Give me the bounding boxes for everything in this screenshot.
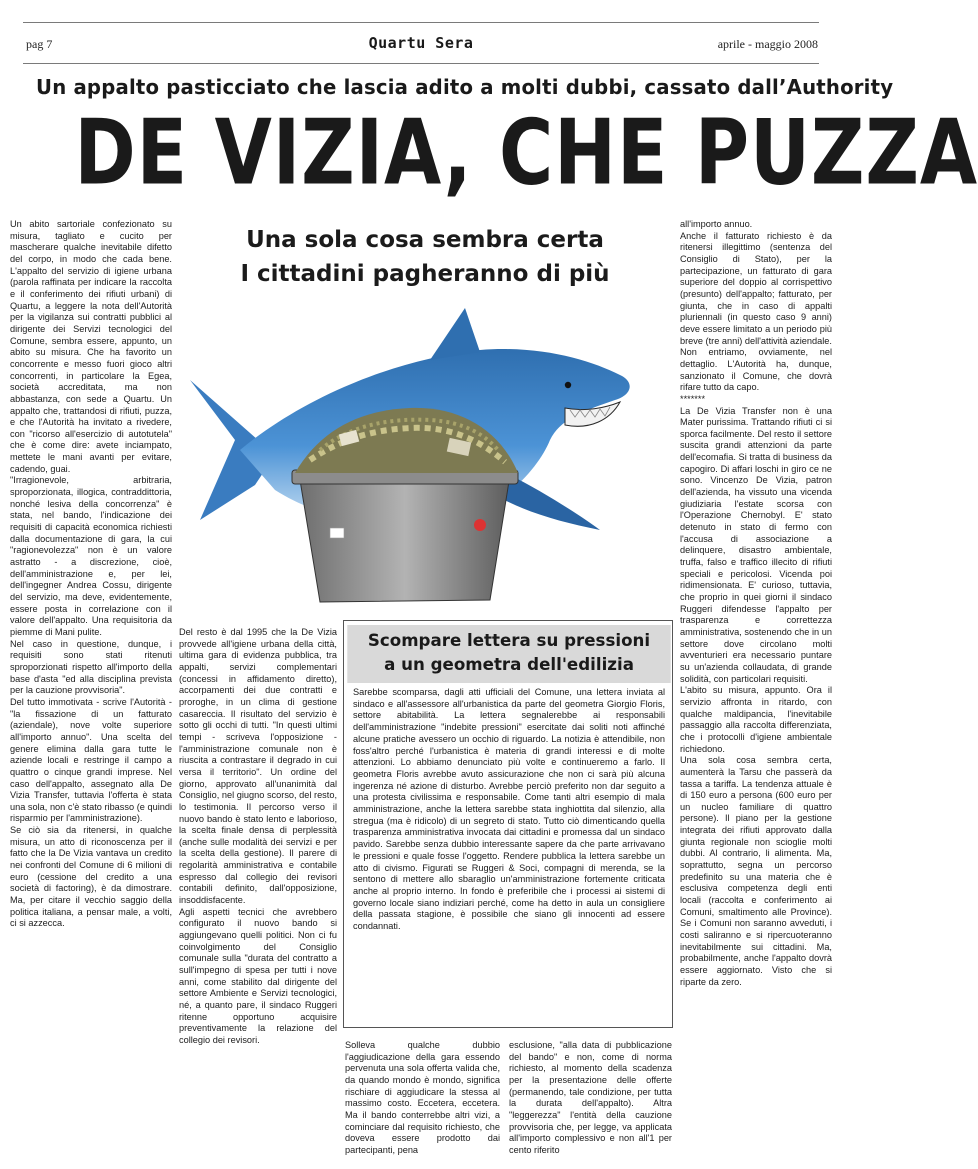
top-rule: [23, 22, 819, 23]
issue-date: aprile - maggio 2008: [717, 37, 818, 51]
kicker: Un appalto pasticciato che lascia adito a molti dubbi, cassato dall’Authority: [36, 75, 894, 99]
article-column-5: [680, 219, 832, 1159]
headline: DE VIZIA, CHE PUZZA: [74, 100, 978, 206]
paragraph: Se ciò sia da ritenersi, in qualche misura, un atto di riconoscenza per il fatto che la De Vizia vantava un credito nei confronti del Comune di 6 milioni di euro (cessione del credito a una società di factoring), è da dimostrare. Ma, per citare il vecchio saggio della politica italiana, a pensar male, a volti, ci si azzecca.: [10, 825, 172, 929]
sidebar-story-box: [343, 620, 673, 1028]
article-column-4: esclusione, "alla data di pubblicazione del bando" e non, come di norma richiesto, al momento della scadenza per la presentazione delle offerte (permanendo, tale condizione, per tutta la durata dell'appalto). Altra "leggerezza" l'entità della cauzione provvisoria che, per legge, va applicata all'importo complessivo e non all'1 per cento riferito: [509, 1040, 672, 1155]
shark-garbage-illustration: [180, 290, 670, 610]
sidebar-title-line-1: Scompare lettera su pressioni: [367, 631, 651, 651]
paragraph: Del resto è dal 1995 che la De Vizia provvede all'igiene urbana della città, ultima gara di evidenza pubblica, tra appalti, servizi complementari (concessi in affidamento diretto), accorpamenti dei due contratti e proroghe, in un clima di gestione casareccia. Il risultato del servizio è sotto gli occhi di tutti. "In questi ultimi tempi - scriveva l'opposizione - l'amministrazione comunale non è riuscita a contrastare il degrado in cui versa il territorio". Un ordine del giorno, approvato all'unanimità dal Consiglio, nel giugno scorso, del resto, lo testimonia. Il percorso verso il nuovo bando è stato lento e laborioso, la scelta finale densa di perplessità (anche sulle modalità dei servizi e per la scelta della gestione). Il parere di regolarità amministrativa e contabile espresso dal collegio dei revisori contabili definito, dall'opposizione, insoddisfacente.: [179, 627, 337, 906]
subhead-line-1: Una sola cosa sembra certa: [246, 227, 604, 253]
masthead: Quartu Sera: [368, 34, 474, 52]
subhead-line-2: I cittadini pagheranno di più: [240, 261, 610, 287]
article-column-3: Solleva qualche dubbio l'aggiudicazione della gara essendo pervenuta una sola offerta valida che, da quando mondo è mondo, significa rischiare di aggiudicare la stessa al massimo costo. Eccetera, eccetera. Ma il bando conterrebbe altri vizi, a cominciare dal requisito richiesto, che doveva essere prodotto dai partecipanti, pena: [345, 1040, 500, 1155]
header-rule: [23, 63, 819, 64]
section-separator: *******: [680, 393, 706, 404]
sidebar-story-title: [347, 625, 670, 683]
paragraph: "Irragionevole, arbitraria, sproporzionata, illogica, contraddittoria, nonché lesiva della concorrenza" è stata, nel bando, l'indicazione dei requisiti di capacità economica richiesti dalla documentazione di gara, la cui "ragionevolezza" non è un valore astratto - a discrezione, cioè, dell'amministrazione e, per lei, dell'ingegner Andrea Cossu, dirigente del servizio, ma deve, evidentemente, essere posta in correlazione con il valore dell'appalto. Una requisitoria da piemme di Mani pulite.: [10, 475, 172, 637]
subhead: [180, 223, 670, 291]
article-column-2: [179, 627, 337, 1159]
paragraph: Un abito sartoriale confezionato su misura, tagliato e cucito per mascherare qualche inevitabile difetto del corpo, in modo che cada bene. L'appalto del servizio di igiene urbana (parola raffinata per indicare la raccolta e il conferimento dei rifiuti urbani) di Quartu, a leggere la nota dell'Autorità per la vigilanza sui contratti pubblici al dirigente dei Servizi tecnologici del Comune, sembra essere, appunto, un abito su misura. Che ha favorito un concorrente e messo fuori gioco altri concorrenti, in particolare la Egea, società accreditata, ma non abbastanza, con sede a Quartu. Un appalto che, trattandosi di rifiuti, puzza, e che l'Autorità ha invitato a rivedere, con "ricorso all'esercizio di autotutela" che è come dire: avete inciampato, mettete le mani avanti per evitare, cadendo, guai.: [10, 219, 172, 474]
paragraph: La De Vizia Transfer non è una Mater purissima. Trattando rifiuti ci si sporca facilmente. Del resto il settore suscita grandi attenzioni da parte dell'ecomafia. Si tratta di business da capogiro. Di affari loschi in giro ce ne sono. Vincenzo De Vizia, patron dell'azienda, ha vissuto una vicenda giudiziaria l'estate scorsa con l'Operazione Chernobyl. E' stato detenuto in stato di fermo con l'accusa di associazione a delinquere, disastro ambientale, truffa, falso e traffico illecito di rifiuti speciali e pericolosi. Vicenda poi ridimensionata. E' curioso, tuttavia, che proprio in quei giorni il sindaco Ruggeri difendesse l'appalto per trasparenza e correttezza amministrativa, sostenendo che in un settore dove circolano molti avventurieri era necessario puntare su un'azienda collaudata, di grande solidità, con particolari requisiti.: [680, 405, 832, 684]
paragraph: Del tutto immotivata - scrive l'Autorità - "la fissazione di un fatturato (aziendale), nove volte superiore all'importo annuo". Una scelta del genere elimina dalla gara tutte le aziende locali e restringe il campo a quattro o cinque grandi imprese. Nel caso dell'appalto, assegnato alla De Vizia Transfer, tuttavia l'offerta è stata una sola, non c'è stato ribasso (e quindi risparmio per l'amministrazione).: [10, 696, 172, 824]
paragraph: Non entriamo, ovviamente, nel dettaglio. L'Autorità ha, dunque, sanzionato il Comune, che dovrà rifare tutto da capo.: [680, 347, 832, 393]
paragraph: all'importo annuo.: [680, 219, 753, 229]
article-column-1: [10, 219, 172, 1159]
sidebar-story-text: Sarebbe scomparsa, dagli atti ufficiali del Comune, una lettera inviata al sindaco e all'assessore all'urbanistica da parte del geometra Giorgio Floris, settore abitabilità. La lettera segnalerebbe ai responsabili dell'amministrazione "indebite pressioni" esercitate dai soliti noti affinché alcune pratiche avessero un occhio di riguardo. La notizia è attendibile, non foss'altro perché l'urbanistica è materia di grandi interessi e di molte attenzioni. Lo abbiamo denunciato più volte e continueremo a farlo. Il geometra Floris avrebbe avuto assicurazione che non ci sarà più alcuna ingerenza né azione di disturbo. Avrebbe perciò preferito non dar seguito a una protesta civilissima e responsabile. Come tanti altri esempio di mala amministrazione, anche la lettera sarebbe stata inghiottita dal silenzio, alla stregua (ma è ridicolo) di un segreto di stato. Tutto ciò dimenticando quella trasparenza amministrativa invocata dai cittadini e promessa dal un sindaco pavido. Sarebbe senza dubbio interessante sapere da che parte arrivavano le pressioni e quale fosse l'oggetto. Rendere pubblica la lettera sarebbe un atto di civismo. Figurati se Ruggeri & Soci, compagni di merenda, se la sentono di mettere allo sbaraglio un'amministrazione fortemente criticata anche al proprio interno. In fondo è preferibile che i processi ai sistemi di governo locale siano indiziari perché, come ha detto in aula un consigliere della passata stagione, è possibile che siano gli innocenti ad essere condannati.: [353, 687, 665, 932]
paragraph: L'abito su misura, appunto. Ora il servizio affronta in ritardo, con qualche maldipancia, l'inevitabile passaggio alla raccolta differenziata, che i protocolli d'igiene ambientale richiedono.: [680, 685, 832, 754]
paragraph: Anche il fatturato richiesto è da ritenersi illegittimo (sentenza del Consiglio di Stato), per la partecipazione, un fatturato di gara superiore del doppio al corrispettivo (presunto) dell'appalto; fatturato, per giunta, che in caso di appalti pluriennali (in questo caso 9 anni) deve essere limitato a un periodo più breve (tre anni) dell'attività aziendale.: [680, 230, 832, 346]
paragraph: Una sola cosa sembra certa, aumenterà la Tarsu che passerà da tassa a tariffa. La tendenza attuale è di 150 euro a persona (600 euro per un nucleo familiare di quattro persone). Il piano per la gestione integrata dei rifiuti approvato dalla giunta regionale non scioglie molti dubbi. Al contrario, li alimenta. Ma, soprattutto, segna un percorso predefinito su una materia che è esclusiva competenza degli enti locali (raccolta e conferimento ai Comuni, smaltimento alle Province). Se i Comuni non saranno avveduti, i costi saliranno e si ripercuoteranno inevitabilmente sui cittadini. Ma, probabilmente, anche l'appalto dovrà essere aggiornato. Visto che si riparte da zero.: [680, 755, 832, 987]
garbage-bin: [292, 408, 518, 602]
paragraph: Nel caso in questione, dunque, i requisiti sono stati ritenuti sproporzionati rispetto all'importo della base d'asta "ed alla disciplina prevista per la cauzione provvisoria".: [10, 638, 172, 696]
paragraph: Agli aspetti tecnici che avrebbero configurato il nuovo bando si aggiungevano quelli politici. Non ci fu coinvolgimento del Consiglio comunale sulla "durata del contratto a sull'impegno di spesa per tutti i nove anni, come stabilito dal dirigente del settore Ambiente e Servizi tecnologici, né, a quanto pare, il sindaco Ruggeri ritenne opportuno acquisire preventivamente la relazione del collegio dei revisori.: [179, 906, 337, 1045]
sidebar-title-line-2: a un geometra dell'edilizia: [384, 655, 634, 675]
page-number: pag 7: [26, 37, 53, 51]
